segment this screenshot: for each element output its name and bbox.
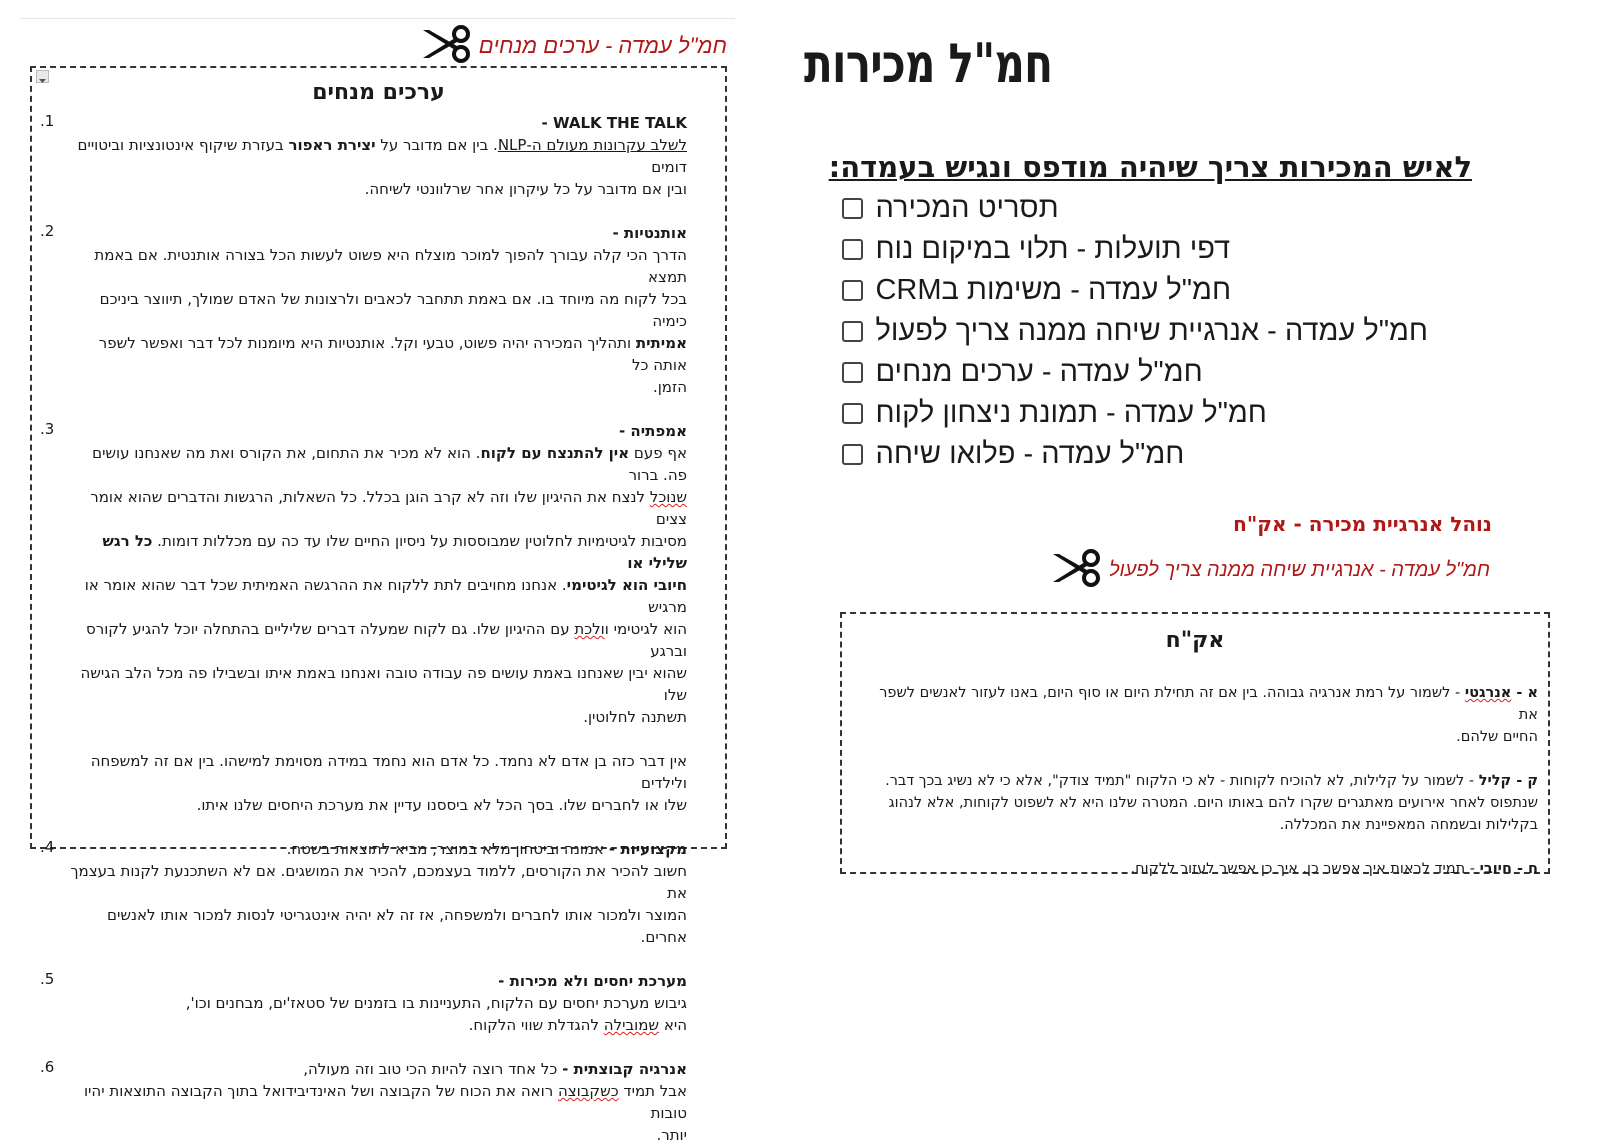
checklist-label: חמ"ל עמדה - תמונת ניצחון לקוח [875,397,1267,429]
checklist [842,188,1428,475]
card-line-text: החיים שלהם. [1456,729,1538,745]
scissors-icon [1049,548,1105,592]
checklist-item[interactable] [842,434,1428,475]
item-body [68,970,687,1036]
item-number: 6. [40,1058,55,1076]
item-number: 3. [40,420,55,438]
checkbox[interactable] [842,403,863,424]
checklist-label: חמ"ל עמדה - פלואו שיחה [875,438,1185,470]
text-line [68,332,687,376]
card-title: אק"ח [1165,628,1225,653]
item-body [68,420,687,816]
checklist-item[interactable] [842,229,1428,270]
checklist-item[interactable] [842,352,1428,393]
document-box [30,66,727,1144]
item-number: 4. [40,838,55,856]
item-heading-text: אמפתיה - [618,422,687,440]
card-lead-letter: ק - [1511,773,1538,789]
list-item [40,420,687,816]
item-heading [68,838,687,860]
list-item [40,222,687,398]
list-item [40,970,687,1036]
text-line: שהוא יבין שאנחנו באמת עושים פה עבודה טובה ואנחנו באמת איתו ובשבילו פה מכל הלב הגישה שלו [80,664,687,704]
checklist-label: חמ"ל עמדה - אנרגיית שיחה ממנה צריך לפעול [875,315,1428,347]
text-line: תשתנה לחלוטין. [583,708,687,726]
text-line [68,1014,687,1036]
card-lead-word: חיובי [1479,861,1512,877]
values-list [40,112,687,1146]
checklist-label: חמ"ל עמדה - ערכים מנחים [875,356,1203,388]
text-line: גיבוש מערכת יחסים עם הלקוח, התעניינות בו בזמנים של סטאז'ים, מבחנים וכו', [185,994,687,1012]
card-line [862,858,1538,880]
text-segment: רואה את הכוח של הקבוצה ושל האינדיבידואל בתוך הקבוצה התוצאות יהיו טובות [83,1082,687,1122]
text-segment: אף פעם [629,444,687,462]
text-line: חשוב להכיר את הקורסים, ללמוד בעצמכם, להכיר את המושגים. אם לא השתכנעת לקנות בעצמך את [70,862,687,902]
item-heading [68,420,687,442]
card-line [862,792,1538,814]
text-segment: ותהליך המכירה יהיה פשוט, טבעי וקל. אותנטיות היא מיומנות לכל דבר ואפשר לשפר אותה כל [98,334,687,374]
text-line [68,574,687,618]
text-segment: בעזרת שיקוף אינטונציות וביטויים דומים [77,136,687,176]
text-segment: חיובי הוא לגיטימי [566,576,687,594]
item-heading [68,1058,687,1080]
checkbox[interactable] [842,321,863,342]
card-line-text: שנתפוס לאחר אירועים מאתגרים שקרו להם באותו היום. המטרה שלנו היא לא לשפוט לקוחות, אלא לנהוג [888,795,1538,811]
item-number: 2. [40,222,55,240]
card-lead-word: אנרגטי [1464,685,1512,701]
text-line: אין דבר כזה בן אדם לא נחמד. כל אדם הוא נחמד במידה מסוימת למישהו. בין אם זה למשפחה ולילדים [90,752,687,792]
text-segment: . אנחנו מחויבים לתת ללקוח את ההרגשה האמיתית שכל דבר שהוא אומר או מרגיש [84,576,687,616]
item-heading [68,222,687,244]
text-segment: כשקבוצה [557,1082,619,1100]
page-title: חמ"ל מכירות [803,32,1052,95]
checklist-label: חמ"ל עמדה - משימות בCRM [875,274,1232,306]
text-segment: כל רגש שלילי או [102,532,687,572]
text-segment: . בין אם מדובר על [375,136,498,154]
item-heading-text: מערכת יחסים ולא מכירות - [498,972,687,990]
item-number: 1. [40,112,55,130]
text-line [68,134,687,178]
text-segment: להגדלת שווי הלקוח. [468,1016,604,1034]
item-heading [68,970,687,992]
list-item [40,838,687,948]
left-document [20,18,735,1144]
checkbox[interactable] [842,362,863,383]
card-line [862,814,1538,836]
checklist-label: דפי תועלות - תלוי במיקום נוח [875,233,1231,265]
text-line [68,1080,687,1124]
item-body [68,1058,687,1146]
text-line: הזמן. [652,378,687,396]
item-number: 5. [40,970,55,988]
text-line [68,618,687,662]
checkbox[interactable] [842,444,863,465]
item-body [68,222,687,398]
spacer [68,728,687,750]
section-heading: נוהל אנרגיית מכירה - אק"ח [1233,512,1492,536]
item-heading-tail: כל אחד רוצה להיות הכי טוב וזה מעולה, [303,1060,563,1078]
text-line: יותר. [656,1126,687,1144]
text-segment: יצירת ראפור [288,136,376,154]
top-rule [20,18,735,19]
checkbox[interactable] [842,280,863,301]
list-item [40,1058,687,1146]
item-heading-tail: אמונה וביטחון מלא במוצר, מביא לתוצאות בשטח. [286,840,609,858]
text-segment: לשלב עקרונות מעולם ה-NLP [497,136,687,154]
document-title: ערכים מנחים [312,80,445,105]
must-have-heading: לאיש המכירות צריך שיהיה מודפס ונגיש בעמדה: [828,150,1472,184]
card-paragraph [862,858,1538,880]
card-lead-letter: א - [1511,685,1538,701]
card-line-text: - לשמור על קלילות, לא להוכיח לקוחות - לא כי הלקוח "תמיד צודק", אלא כי לא נשיג בכך דבר. [885,773,1479,789]
text-segment: היא [659,1016,687,1034]
text-line: הדרך הכי קלה עבורך להפוך למוכר מוצלח היא פשוט לעשות הכל בצורה אותנטית. אם באמת תמצא [94,246,687,286]
text-line: המוצר ולמכור אותו לחברים ולמשפחה, אז זה לא יהיה אינטגריטי לנסות למכור אותו לאנשים אחרים. [107,906,687,946]
text-line [68,442,687,486]
cut-label: חמ"ל עמדה - ערכים מנחים [478,33,727,58]
card-body [862,682,1538,880]
card-line-text: בקלילות ובשמחה המאפיינת את המכללה. [1279,817,1538,833]
checkbox[interactable] [842,198,863,219]
item-heading-text: WALK THE TALK - [541,114,687,132]
item-heading-text: אנרגיה קבוצתית - [562,1060,687,1078]
text-segment: שנוכל [649,488,687,506]
card-line-text: - לשמור על רמת אנרגיה גבוהה. בין אם זה תחילת היום או סוף היום, באנו לעזור לאנשים לשפר את [879,685,1538,723]
text-line: בכל לקוח מה מיוחד בו. אם באמת תתחבר לכאבים ולרצונות של האדם שמולך, תיווצר ביניכם כימיה [99,290,687,330]
text-line: ובין אם מדובר על כל עיקרון אחר שרלוונטי לשיחה. [364,180,687,198]
cut-label: חמ"ל עמדה - אנרגיית שיחה ממנה צריך לפעול [1108,558,1490,581]
text-segment: לנצח את ההיגיון שלו וזה לא קרב הוגן בכלל. כל השאלות, הרגשות והדברים שהוא אומר צצים [90,488,687,528]
text-line: שלו או לחברים שלו. בסך הכל לא ביססנו עדיין את מערכת היחסים שלנו איתו. [196,796,687,814]
text-line [68,530,687,574]
checklist-item[interactable] [842,188,1428,229]
card-paragraph [862,770,1538,836]
text-segment: עם ההיגיון שלו. גם לקוח שמעלה דברים שליליים בהתחלה יוכל להגיע לקורס וברגע [86,620,687,660]
text-segment: הוא לגיטימי ו [604,620,687,638]
cut-label-row-right [1049,548,1490,592]
checklist-label: תסריט המכירה [875,192,1059,224]
card-line [862,770,1538,792]
text-segment: אבל תמיד [618,1082,687,1100]
checkbox[interactable] [842,239,863,260]
energy-card [840,612,1550,877]
item-heading-text: אותנטיות - [612,224,687,242]
cut-label-row [419,24,727,68]
card-line-text: - תמיד לראות איך אפשר כן. איך כן אפשר לעזור ללקוח. [1130,861,1480,877]
text-line [68,486,687,530]
text-segment: מסיבות לגיטימיות לחלוטין שמבוססות על ניסיון החיים שלו עד כה עם מכללות דומות. [152,532,687,550]
card-line [862,726,1538,748]
checklist-item[interactable] [842,393,1428,434]
text-segment: . הוא לא מכיר את התחום, את הקורס ואת מה שאנחנו עושים פה. ברור [92,444,687,484]
text-segment: ולכת [574,620,605,638]
card-lead-letter: ח - [1511,861,1538,877]
card-lead-word: קליל [1478,773,1512,789]
card-paragraph [862,682,1538,748]
item-body [68,838,687,948]
item-heading [68,112,687,134]
item-heading-text: מקצועיות - [608,840,687,858]
list-item [40,112,687,200]
card-line [862,682,1538,726]
checklist-item[interactable] [842,311,1428,352]
text-segment: שמובילה [603,1016,660,1034]
text-segment: אמיתית [635,334,687,352]
item-body [68,112,687,200]
checklist-item[interactable] [842,270,1428,311]
scissors-icon [419,24,475,68]
text-segment: אין להתנצח עם לקוח [480,444,630,462]
